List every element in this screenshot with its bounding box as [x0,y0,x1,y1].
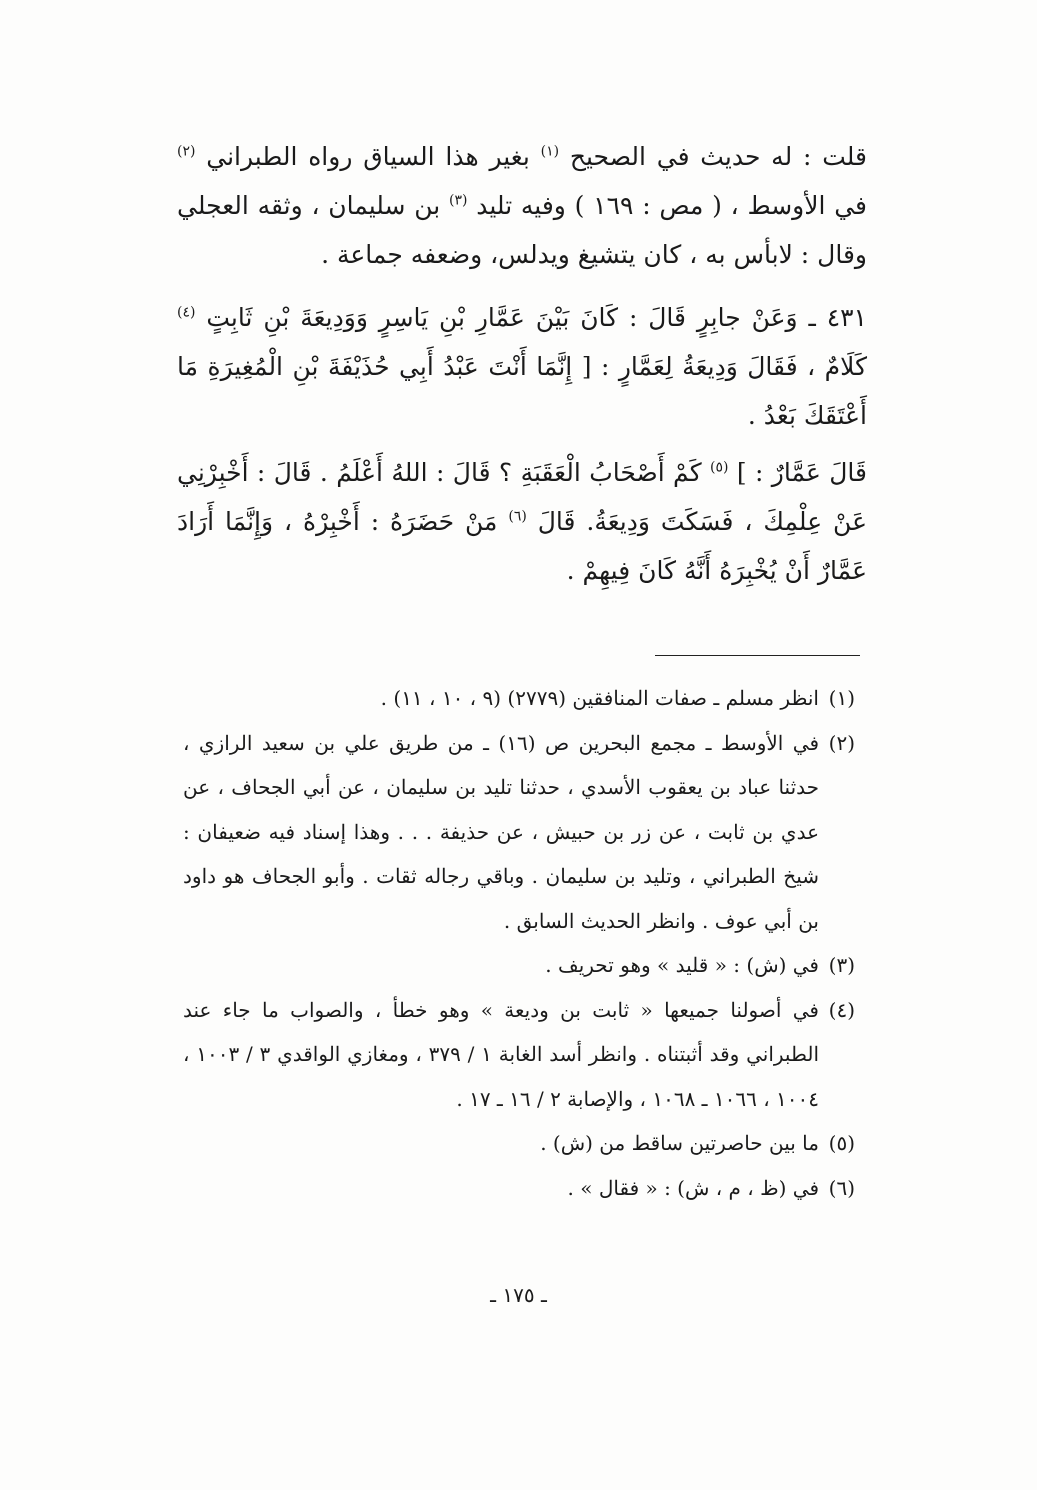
footnote [183,1121,855,1166]
paragraph-text: بن سليمان ، وثقه العجلي وقال : لابأس به ، كان يتشيغ ويدلس، وضعفه جماعة . [177,191,867,269]
footnote-text: انظر مسلم ـ صفات المنافقين (٢٧٧٩) (٩ ، ١٠ ، ١١) . [380,686,819,710]
footnote-text: في الأوسط ـ مجمع البحرين ص (١٦) ـ من طريق علي بن سعيد الرازي ، حدثنا عباد بن يعقوب الأسدي ، حدثنا تليد بن سليمان ، عن أبي الجحاف ، عن عدي بن ثابت ، عن زر بن حبيش ، عن حذيفة . . . وهذا إسناد فيه ضعيفان : شيخ الطبراني ، وتليد بن سليمان . وباقي رجاله ثقات . وأبو الجحاف هو داود بن أبي عوف . وانظر الحديث السابق . [183,730,819,933]
footnote-text: ما بين حاصرتين ساقط من (ش) . [540,1131,819,1155]
paragraph-text: في الأوسط ، ( مص : ١٦٩ ) وفيه تليد [476,191,868,220]
paragraph-text: قلت : له حديث في الصحيح [569,142,867,171]
paragraph-text: بغير هذا السياق رواه الطبراني [206,142,530,171]
footnote [183,988,855,1122]
page-number: ـ ١٧٥ ـ [490,1283,547,1307]
footnote-text: في (ظ ، م ، ش) : « فقال » . [567,1175,819,1200]
footnote [183,943,855,988]
footnote-number: (١) [828,686,855,710]
footnote-number: (٥) [828,1131,855,1155]
footnote-reference: (٣) [449,192,468,209]
footnote [183,676,855,721]
paragraph-text: كَمْ أَصْحَابُ الْعَقَبَةِ ؟ قَالَ : اللهُ أَعْلَمُ . قَالَ : أَخْبِرْنِي عَنْ عِلْمِكَ ، فَسَكَتَ وَدِيعَةُ. قَالَ [177,458,867,536]
paragraph-hadith-continued [177,448,867,595]
footnote-divider [655,655,860,656]
footnote-text: في (ش) : « قليد » وهو تحريف . [545,953,819,977]
footnote-number: (٤) [828,997,855,1022]
paragraph-text: مَنْ حَضَرَهُ : أَخْبِرْهُ ، وَإِنَّمَا أَرَادَ عَمَّارٌ أَنْ يُخْبِرَهُ أَنَّهُ كَانَ فِيهِمْ . [177,507,867,585]
main-text [177,132,867,595]
footnote [183,721,855,944]
footnote-number: (٣) [828,953,855,977]
paragraph-text: ٤٣١ ـ وَعَنْ جابِرٍ قَالَ : كَانَ بَيْنَ عَمَّارِ بْنِ يَاسِرٍ وَوَدِيعَةَ بْنِ ثَابِتٍ [206,303,867,332]
footnote-reference: (٤) [177,304,196,321]
paragraph-text: قَالَ عَمَّارٌ : ] [736,458,867,487]
paragraph-commentary [177,132,867,279]
footnote-number: (٦) [828,1175,855,1200]
footnote-reference: (٦) [508,508,527,525]
footnote-reference: (٢) [177,143,196,160]
paragraph-text: كَلَامٌ ، فَقَالَ وَدِيعَةُ لِعَمَّارٍ : [ إِنَّمَا أَنْتَ عَبْدُ أَبِي حُذَيْفَةَ بْنِ الْمُغِيرَةِ مَا أَعْتَقَكَ بَعْدُ . [177,352,867,430]
footnote [183,1166,855,1211]
footnotes [183,676,855,1210]
footnote-number: (٢) [828,730,855,755]
paragraph-hadith [177,293,867,440]
footnote-text: في أصولنا جميعها « ثابت بن وديعة » وهو خطأ ، والصواب ما جاء عند الطبراني وقد أثبتناه . وانظر أسد الغابة ١ / ٣٧٩ ، ومغازي الواقدي ٣ / ١٠٠٣ ، ١٠٠٤ ، ١٠٦٦ ـ ١٠٦٨ ، والإصابة ٢ / ١٦ ـ ١٧ . [183,997,819,1111]
footnote-reference: (١) [540,143,560,160]
footnote-reference: (٥) [709,459,729,476]
